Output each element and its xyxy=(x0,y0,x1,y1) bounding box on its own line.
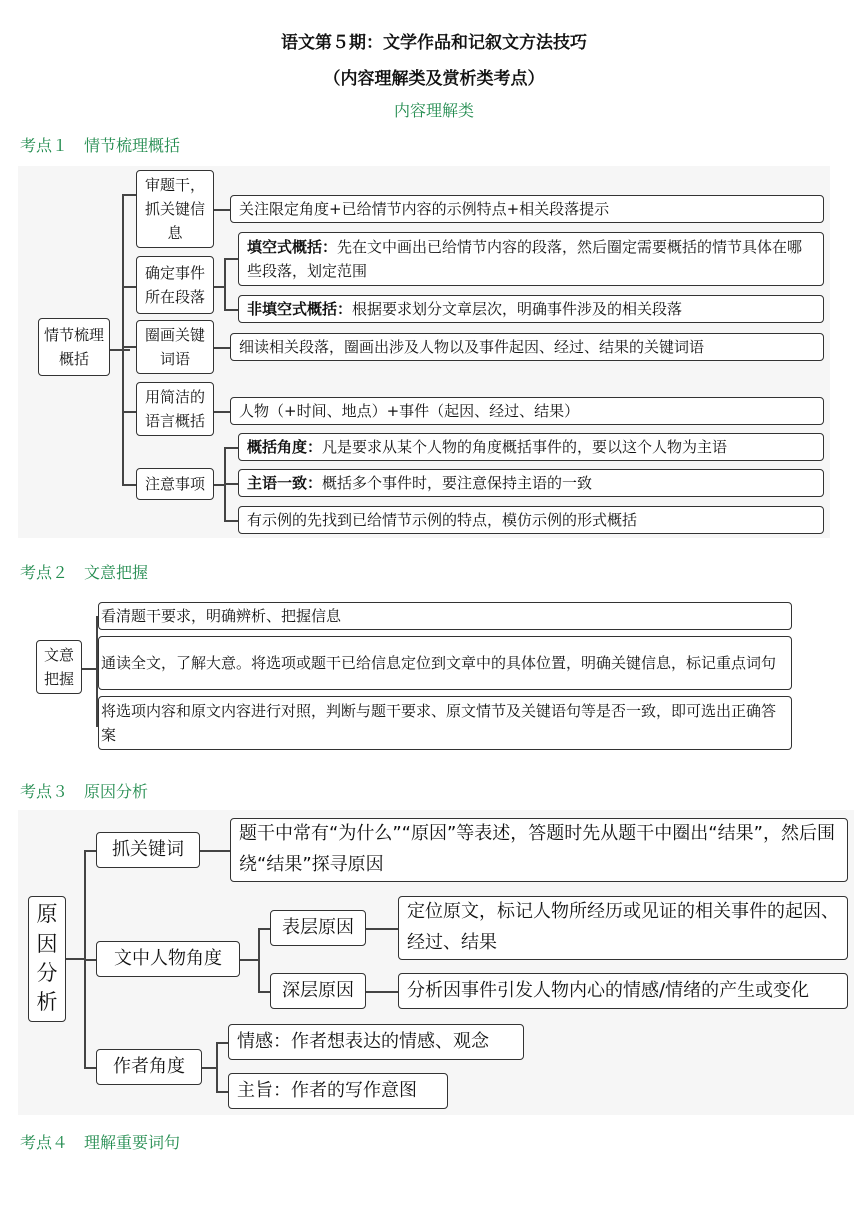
kd1-branch-5: 注意事项 xyxy=(136,468,214,500)
kd3-branch-2: 文中人物角度 xyxy=(96,941,240,977)
kd3-sub-1: 表层原因 xyxy=(270,910,366,946)
kd3-label: 考点３ 原因分析 xyxy=(20,782,149,801)
kd3-root-text: 原因分析 xyxy=(36,902,58,1015)
kd1-leaf-2a xyxy=(238,232,824,286)
kd1-leaf-2a-text: 先在文中画出已给情节内容的段落，然后圈定需要概括的情节具体在哪些段落，划定范围 xyxy=(247,238,803,280)
page-title: 语文第５期：文学作品和记叙文方法技巧 xyxy=(281,33,587,53)
kd1-diagram xyxy=(18,166,830,538)
kd1-leaf-5c: 有示例的先找到已给情节示例的特点，模仿示例的形式概括 xyxy=(238,506,824,534)
kd3-diagram xyxy=(18,810,854,1115)
kd2-label: 考点２ 文意把握 xyxy=(20,563,149,582)
kd2-root: 文意把握 xyxy=(36,640,82,694)
kd2-leaf-2: 通读全文，了解大意。将选项或题干已给信息定位到文章中的具体位置，明确关键信息，标记重点词句 xyxy=(98,636,792,690)
kd1-leaf-5b xyxy=(238,469,824,497)
kd1-branch-4: 用简洁的语言概括 xyxy=(136,382,214,436)
kd1-leaf-2b-key: 非填空式概括： xyxy=(247,300,353,318)
kd1-leaf-5b-key: 主语一致： xyxy=(247,474,323,492)
kd3-leaf-3b: 主旨：作者的写作意图 xyxy=(228,1073,448,1109)
kd3-branch-3: 作者角度 xyxy=(96,1049,202,1085)
kd1-branch-3: 圈画关键词语 xyxy=(136,320,214,374)
kd1-leaf-4: 人物（+时间、地点）+事件（起因、经过、结果） xyxy=(230,397,824,425)
section-heading: 内容理解类 xyxy=(393,101,474,120)
kd2-leaf-1: 看清题干要求，明确辨析、把握信息 xyxy=(98,602,792,630)
kd1-root: 情节梳理概括 xyxy=(38,318,110,376)
kd1-leaf-5a-text: 凡是要求从某个人物的角度概括事件的，要以这个人物为主语 xyxy=(322,438,728,456)
kd2-diagram xyxy=(18,596,808,756)
kd1-label: 考点１ 情节梳理概括 xyxy=(20,136,181,155)
kd1-leaf-2b xyxy=(238,295,824,323)
kd1-leaf-2a-key: 填空式概括： xyxy=(247,238,338,256)
kd3-branch-1: 抓关键词 xyxy=(96,832,200,868)
kd1-leaf-5b-text: 概括多个事件时，要注意保持主语的一致 xyxy=(322,474,593,492)
kd1-leaf-3: 细读相关段落，圈画出涉及人物以及事件起因、经过、结果的关键词语 xyxy=(230,333,824,361)
kd1-leaf-2b-text: 根据要求划分文章层次，明确事件涉及的相关段落 xyxy=(352,300,683,318)
kd2-leaf-3: 将选项内容和原文内容进行对照，判断与题干要求、原文情节及关键语句等是否一致，即可选出正确答案 xyxy=(98,696,792,750)
kd1-branch-2: 确定事件所在段落 xyxy=(136,256,214,314)
kd3-sub-2-leaf: 分析因事件引发人物内心的情感/情绪的产生或变化 xyxy=(398,973,848,1009)
kd1-leaf-5a-key: 概括角度： xyxy=(247,438,323,456)
kd4-label: 考点４ 理解重要词句 xyxy=(20,1133,181,1152)
kd3-leaf-3a: 情感：作者想表达的情感、观念 xyxy=(228,1024,524,1060)
kd3-leaf-1: 题干中常有“为什么”“原因”等表述，答题时先从题干中圈出“结果”，然后围绕“结果”探寻原因 xyxy=(230,818,848,882)
kd3-sub-1-leaf: 定位原文，标记人物所经历或见证的相关事件的起因、经过、结果 xyxy=(398,896,848,960)
kd1-leaf-1: 关注限定角度+已给情节内容的示例特点+相关段落提示 xyxy=(230,195,824,223)
kd1-leaf-5a xyxy=(238,433,824,461)
kd1-branch-1: 审题干，抓关键信息 xyxy=(136,170,214,248)
kd3-sub-2: 深层原因 xyxy=(270,973,366,1009)
kd3-root xyxy=(28,896,66,1022)
page-subtitle: （内容理解类及赏析类考点） xyxy=(323,69,545,89)
